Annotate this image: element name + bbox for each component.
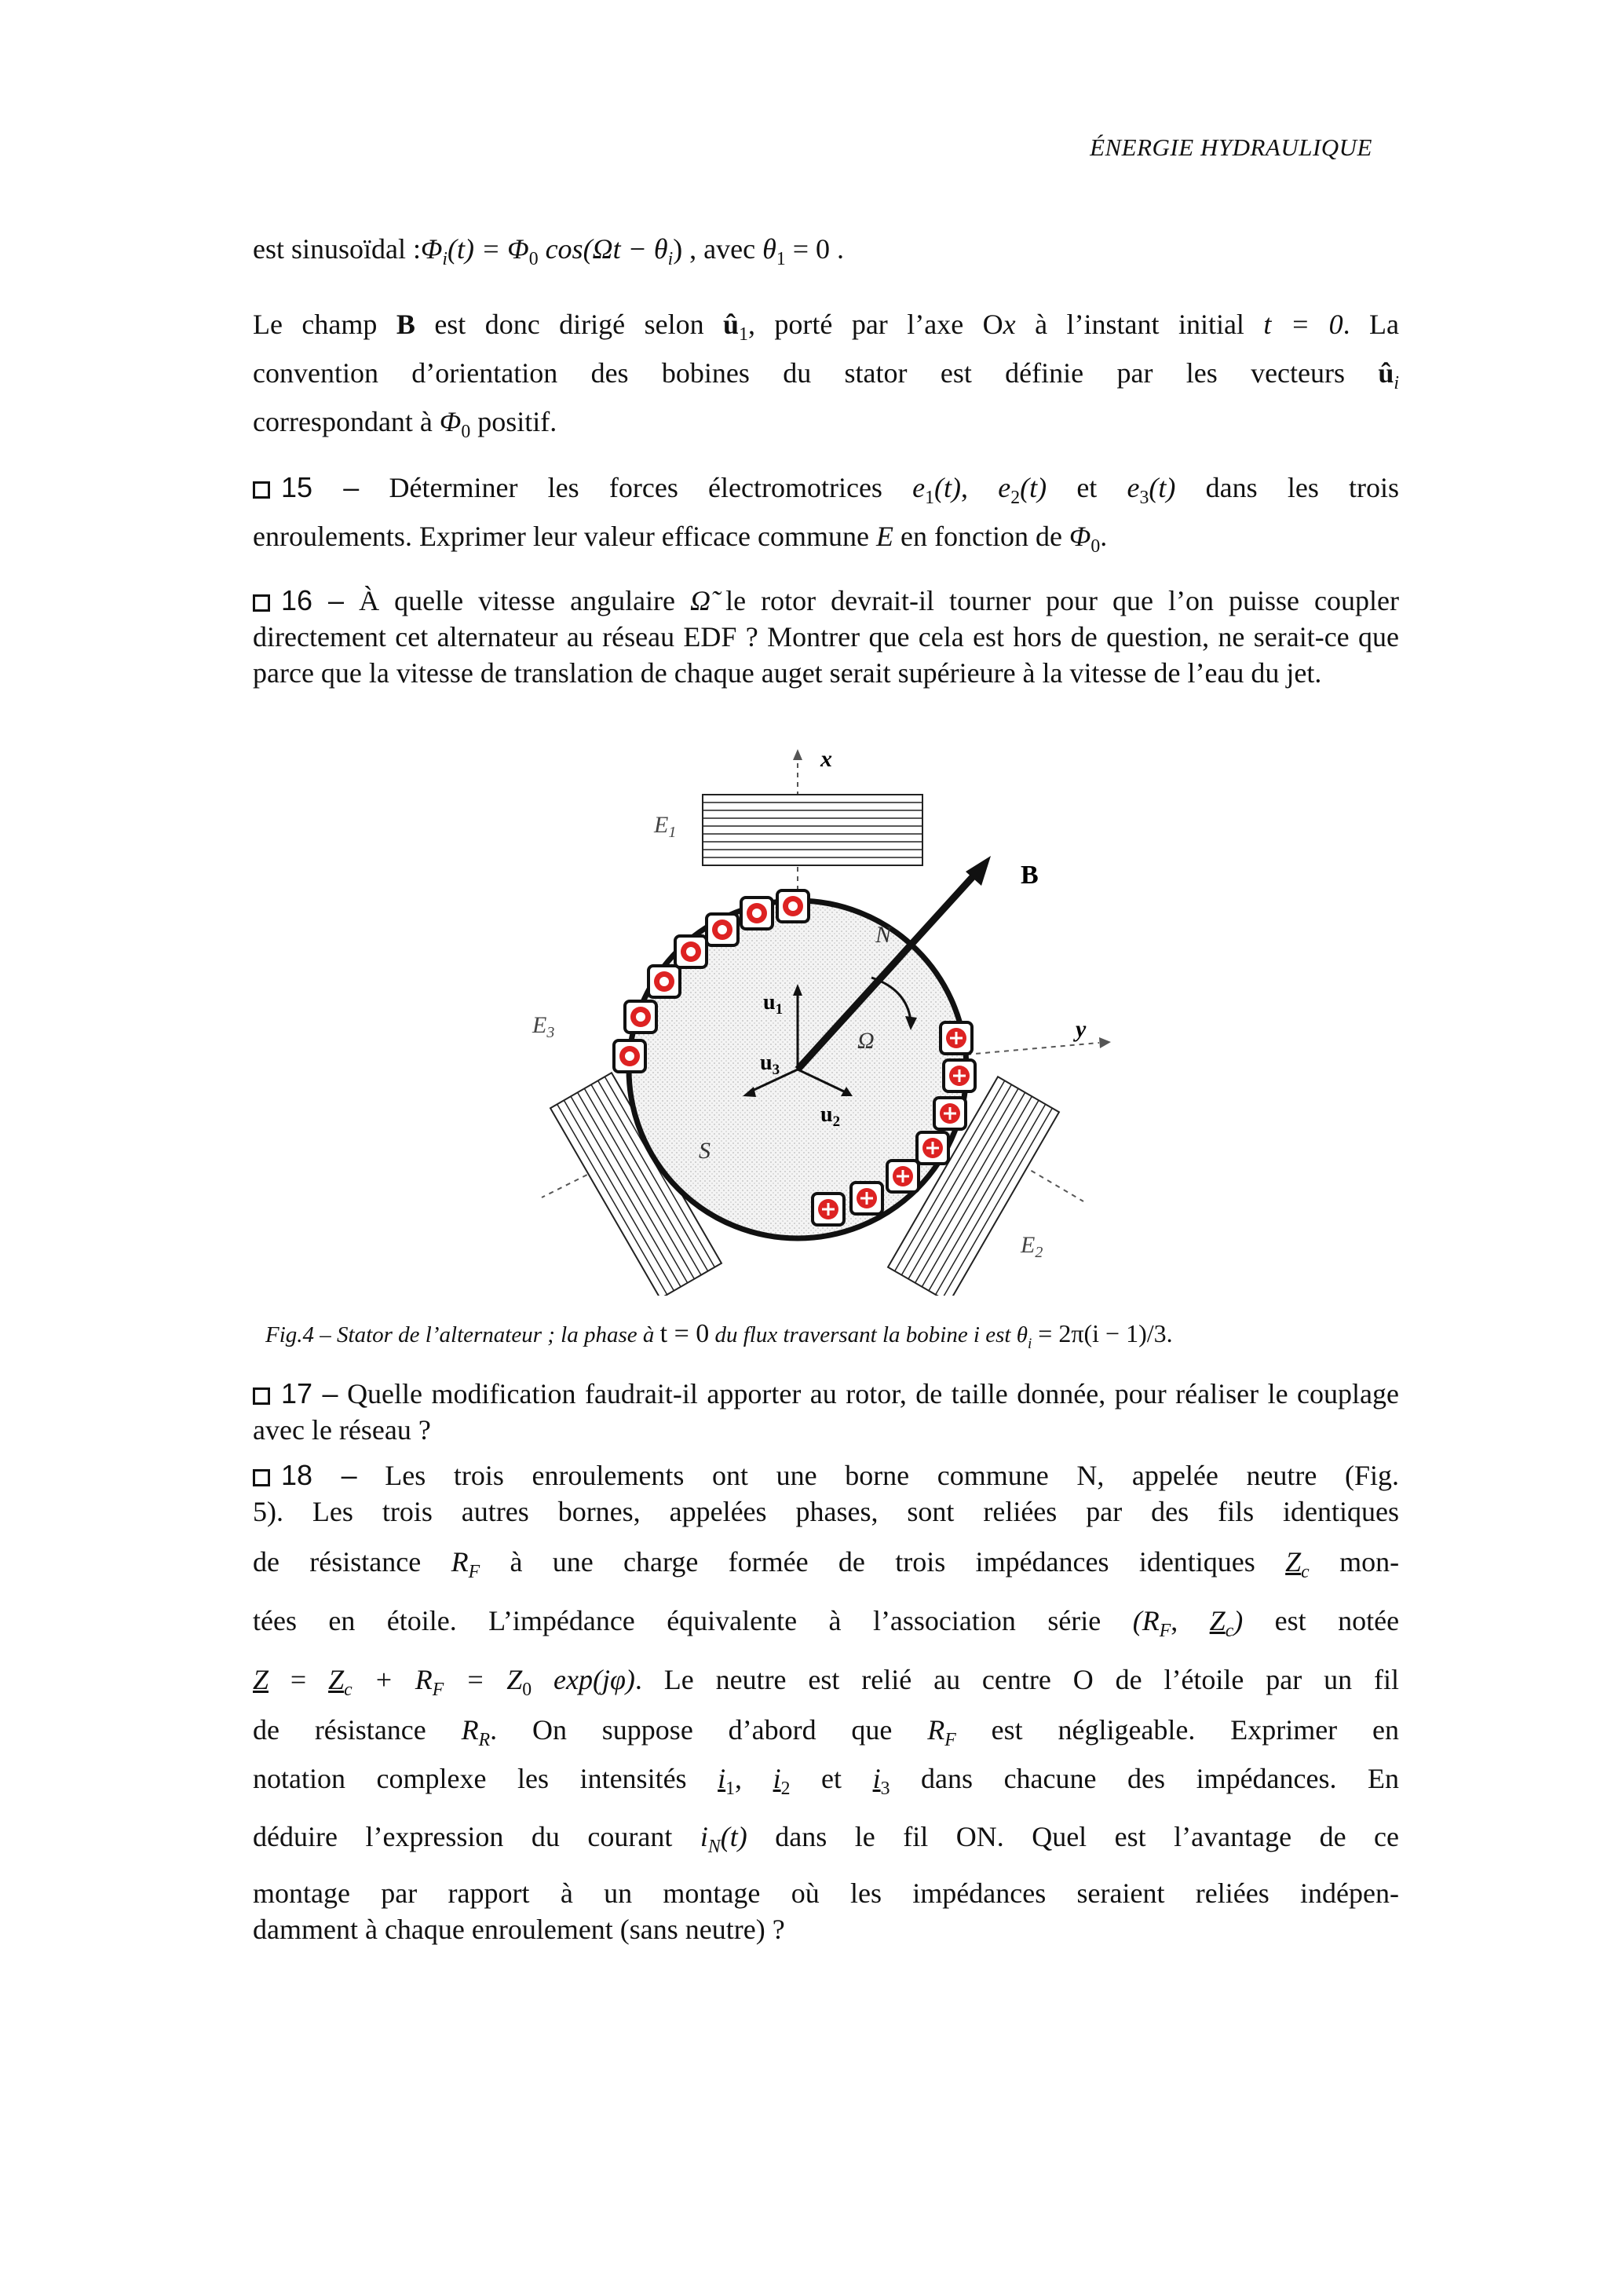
question-number: 18 – bbox=[281, 1459, 357, 1491]
intro-text: est sinusoïdal : bbox=[253, 233, 421, 265]
question-18: 18 – Les trois enroulements ont une borne commune N, appelée neutre (Fig. 5). Les trois autres bornes, appelées phases, sont reliées par des fils identiques bbox=[253, 1459, 1399, 1527]
coil-e2-label: $E_2$ bbox=[1021, 1232, 1043, 1261]
question-number: 16 – bbox=[281, 584, 345, 616]
field-paragraph: Le champ B est donc dirigé selon $û_1$, porté par l’axe Ox à l’instant initial t = 0. La convention d’orientation des bobines du stator est définie par les vecteurs $û_i$ correspondant à $\Phi_0$ positif. bbox=[253, 309, 1400, 442]
y-axis-label: y bbox=[1076, 1016, 1087, 1042]
coil-e1 bbox=[703, 795, 922, 865]
checkbox-icon bbox=[253, 1469, 270, 1486]
question-18-body-2: de résistance $R_R$. On suppose d’abord que $R_F$ est négligeable. Exprimer en notation complexe les intensités $i_1$, $i_2$ et $i_3$ dans chacune des impédances. En déduire l’expression du courant $i_N(t)$ dans le fil ON. Quel est l’avantage de ce bbox=[253, 1714, 1400, 1857]
checkbox-icon bbox=[253, 481, 270, 499]
question-15: 15 – Déterminer les forces électromotrices $e_1(t)$, $e_2(t)$ et $e_3(t)$ dans les trois enroulements. Exprimer leur valeur efficace commune E en fonction de $\Phi_0$. bbox=[253, 471, 1400, 557]
question-number: 17 – bbox=[281, 1377, 338, 1409]
x-axis-arrow bbox=[793, 749, 802, 760]
b-label: B bbox=[1021, 861, 1039, 890]
omega-label: Ω bbox=[857, 1028, 875, 1054]
figure-caption: Fig.4 – Stator de l’alternateur ; la phase à t = 0 du flux traversant la bobine i est $\theta_i = 2\pi(i - 1)/3$. bbox=[265, 1319, 1173, 1352]
coil-e1-label: $E_1$ bbox=[654, 812, 677, 841]
u2-label: $u_2$ bbox=[820, 1102, 841, 1130]
question-16: 16 – À quelle vitesse angulaire Ω̃ le rotor devrait-il tourner pour que l’on puisse coupler directement cet alternateur au réseau EDF ? Montrer que cela est hors de question, ne serait-ce que parce que la vitesse de translation de chaque auget serait supérieure à la vitesse de l’eau du jet. bbox=[253, 584, 1399, 689]
u1-label: $u_1$ bbox=[763, 990, 784, 1018]
y-axis-arrow bbox=[1099, 1037, 1111, 1048]
stator-figure bbox=[510, 746, 1138, 1296]
running-header: ÉNERGIE HYDRAULIQUE bbox=[1090, 133, 1372, 161]
intro-paragraph: est sinusoïdal $:\Phi_i(t) = \Phi_0$ $\cos(\Omega t - \theta_i)$ , avec $\theta_1 = 0$ . bbox=[253, 233, 844, 269]
question-17: 17 – Quelle modification faudrait-il apporter au rotor, de taille donnée, pour réaliser le couplage avec le réseau ? bbox=[253, 1377, 1399, 1446]
checkbox-icon bbox=[253, 1387, 270, 1405]
x-axis-label: x bbox=[820, 746, 832, 772]
checkbox-icon bbox=[253, 594, 270, 612]
coil-e3-label: $E_3$ bbox=[532, 1012, 555, 1041]
question-18-body: de résistance $R_F$ à une charge formée de trois impédances identiques $Z_c$ mon- tées en étoile. L’impédance équivalente à l’association série ($R_F$, $Z_c$) est notée $Z = Z_c + R_F = Z_0$ exp(jφ). Le neutre est relié au centre O de l’étoile par un fil bbox=[253, 1546, 1400, 1700]
question-number: 15 – bbox=[281, 471, 360, 503]
south-pole-label: S bbox=[699, 1138, 711, 1164]
u3-label: $u_3$ bbox=[760, 1051, 780, 1078]
question-18-end: montage par rapport à un montage où les impédances seraient reliées indépen- damment à chaque enroulement (sans neutre) ? bbox=[253, 1877, 1399, 1945]
north-pole-label: N bbox=[875, 922, 892, 948]
